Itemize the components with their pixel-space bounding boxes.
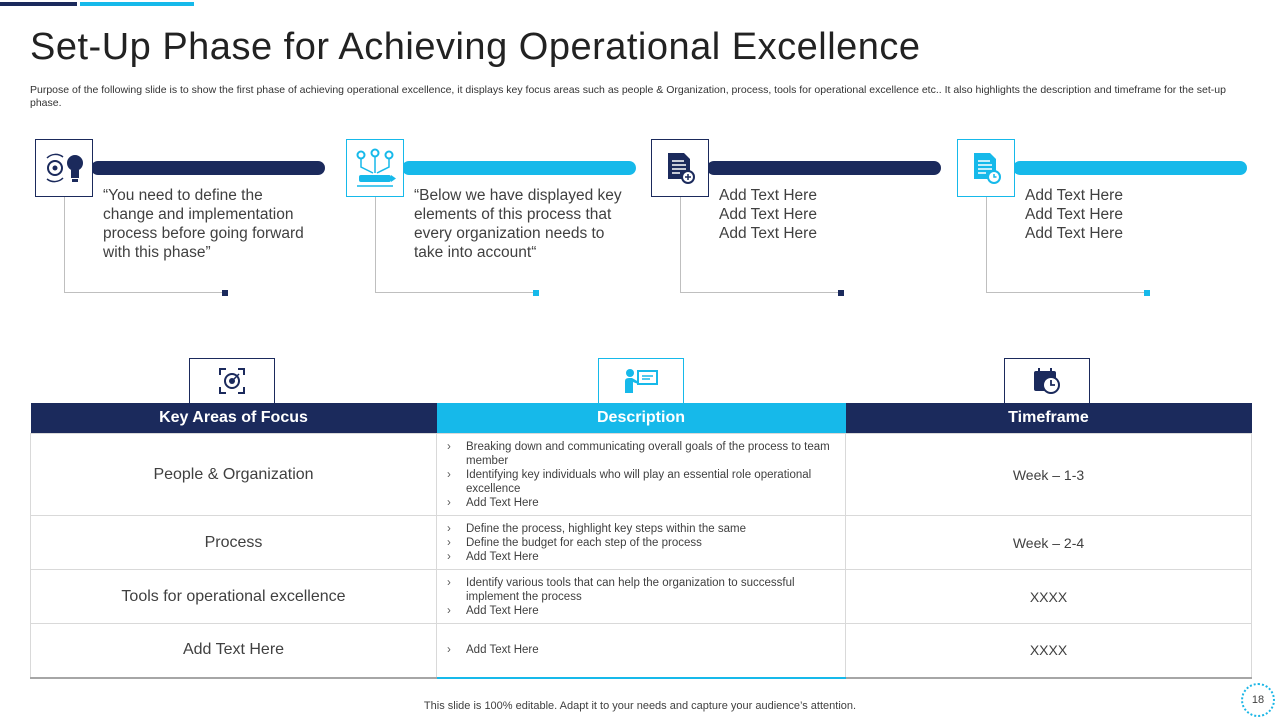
header-timeframe: Timeframe — [846, 403, 1252, 434]
row-3-timeframe: XXXX — [846, 570, 1252, 624]
phase-2-text: “Below we have displayed key elements of this process that every organization needs to take into account“ — [414, 187, 622, 261]
phase-3-line-3: Add Text Here — [719, 225, 817, 242]
phase-4-icon-box — [957, 139, 1015, 197]
row-2-timeframe: Week – 2-4 — [846, 516, 1252, 570]
page-number: 18 — [1241, 683, 1275, 717]
phase-2-icon-box — [346, 139, 404, 197]
phase-2-connector-dot — [533, 290, 539, 296]
document-clock-icon — [970, 151, 1002, 185]
phase-4-connector-vertical — [986, 197, 987, 293]
list-item: › Breaking down and communicating overall goals of the process to team member — [447, 440, 835, 468]
row-4-description — [437, 624, 846, 678]
phase-2-connector-vertical — [375, 197, 376, 293]
list-item: › Identify various tools that can help the organization to successful implement the process — [447, 576, 835, 604]
timeframe-icon-box — [1004, 358, 1090, 403]
phase-2-bar — [402, 161, 636, 175]
list-item: › Add Text Here — [447, 643, 835, 657]
calendar-clock-icon — [1032, 367, 1062, 395]
top-accent-navy — [0, 2, 77, 6]
phase-4-line-1: Add Text Here — [1025, 187, 1123, 204]
row-1-timeframe: Week – 1-3 — [846, 434, 1252, 516]
presenter-icon — [623, 367, 659, 395]
phase-3-line-2: Add Text Here — [719, 206, 817, 223]
phase-3-bar — [707, 161, 941, 175]
phase-1-connector-vertical — [64, 197, 65, 293]
bulb-gear-icon — [42, 148, 86, 188]
phase-3 — [651, 139, 941, 299]
phase-3-connector-horizontal — [680, 292, 840, 293]
list-item: › Add Text Here — [447, 604, 835, 618]
phase-4 — [957, 139, 1247, 299]
phase-3-connector-vertical — [680, 197, 681, 293]
phase-3-icon-box — [651, 139, 709, 197]
phase-4-connector-dot — [1144, 290, 1150, 296]
network-pencil-icon — [353, 147, 397, 189]
key-areas-icon-box — [189, 358, 275, 403]
phase-1-text: “You need to define the change and implementation process before going forward with this phase” — [103, 187, 304, 261]
page-title: Set-Up Phase for Achieving Operational Excellence — [30, 26, 921, 68]
table-header-row — [31, 403, 1252, 434]
phase-1-bar — [91, 161, 325, 175]
top-accent-cyan — [80, 2, 194, 6]
header-key-areas: Key Areas of Focus — [31, 403, 437, 434]
phase-4-bar — [1013, 161, 1247, 175]
phase-3-connector-dot — [838, 290, 844, 296]
row-4-area: Add Text Here — [31, 624, 437, 678]
description-icon-box — [598, 358, 684, 403]
list-item: › Define the budget for each step of the process — [447, 536, 835, 550]
row-1-description — [437, 434, 846, 516]
row-4-timeframe: XXXX — [846, 624, 1252, 678]
footer-note: This slide is 100% editable. Adapt it to your needs and capture your audience’s attention. — [423, 700, 857, 712]
phase-4-text — [1025, 186, 1237, 243]
list-item: › Identifying key individuals who will play an essential role operational excellence — [447, 468, 835, 496]
phase-3-text — [719, 186, 931, 243]
phase-4-connector-horizontal — [986, 292, 1146, 293]
phase-1-connector-dot — [222, 290, 228, 296]
row-1-area: People & Organization — [31, 434, 437, 516]
table-row — [31, 624, 1252, 678]
phase-4-line-2: Add Text Here — [1025, 206, 1123, 223]
table-row — [31, 516, 1252, 570]
row-2-description — [437, 516, 846, 570]
phase-1-connector-horizontal — [64, 292, 224, 293]
phase-2 — [346, 139, 636, 299]
page-subtitle: Purpose of the following slide is to show the first phase of achieving operational excellence, it displays key focus areas such as people & Organization, process, tools for operational excellence etc.. It also highlights the description and timeframe for the set-up phase. — [30, 84, 1226, 109]
list-item: › Add Text Here — [447, 550, 835, 564]
list-item: › Add Text Here — [447, 496, 835, 510]
document-add-icon — [664, 151, 696, 185]
list-item: › Define the process, highlight key steps within the same — [447, 522, 835, 536]
target-icon — [218, 367, 246, 395]
table-row — [31, 570, 1252, 624]
phase-1-icon-box — [35, 139, 93, 197]
phase-2-connector-horizontal — [375, 292, 535, 293]
row-2-area: Process — [31, 516, 437, 570]
setup-phase-table — [30, 403, 1252, 679]
phase-4-line-3: Add Text Here — [1025, 225, 1123, 242]
row-3-description — [437, 570, 846, 624]
header-description: Description — [437, 403, 846, 434]
phase-1 — [35, 139, 325, 299]
table-row — [31, 434, 1252, 516]
row-3-area: Tools for operational excellence — [31, 570, 437, 624]
phase-3-line-1: Add Text Here — [719, 187, 817, 204]
